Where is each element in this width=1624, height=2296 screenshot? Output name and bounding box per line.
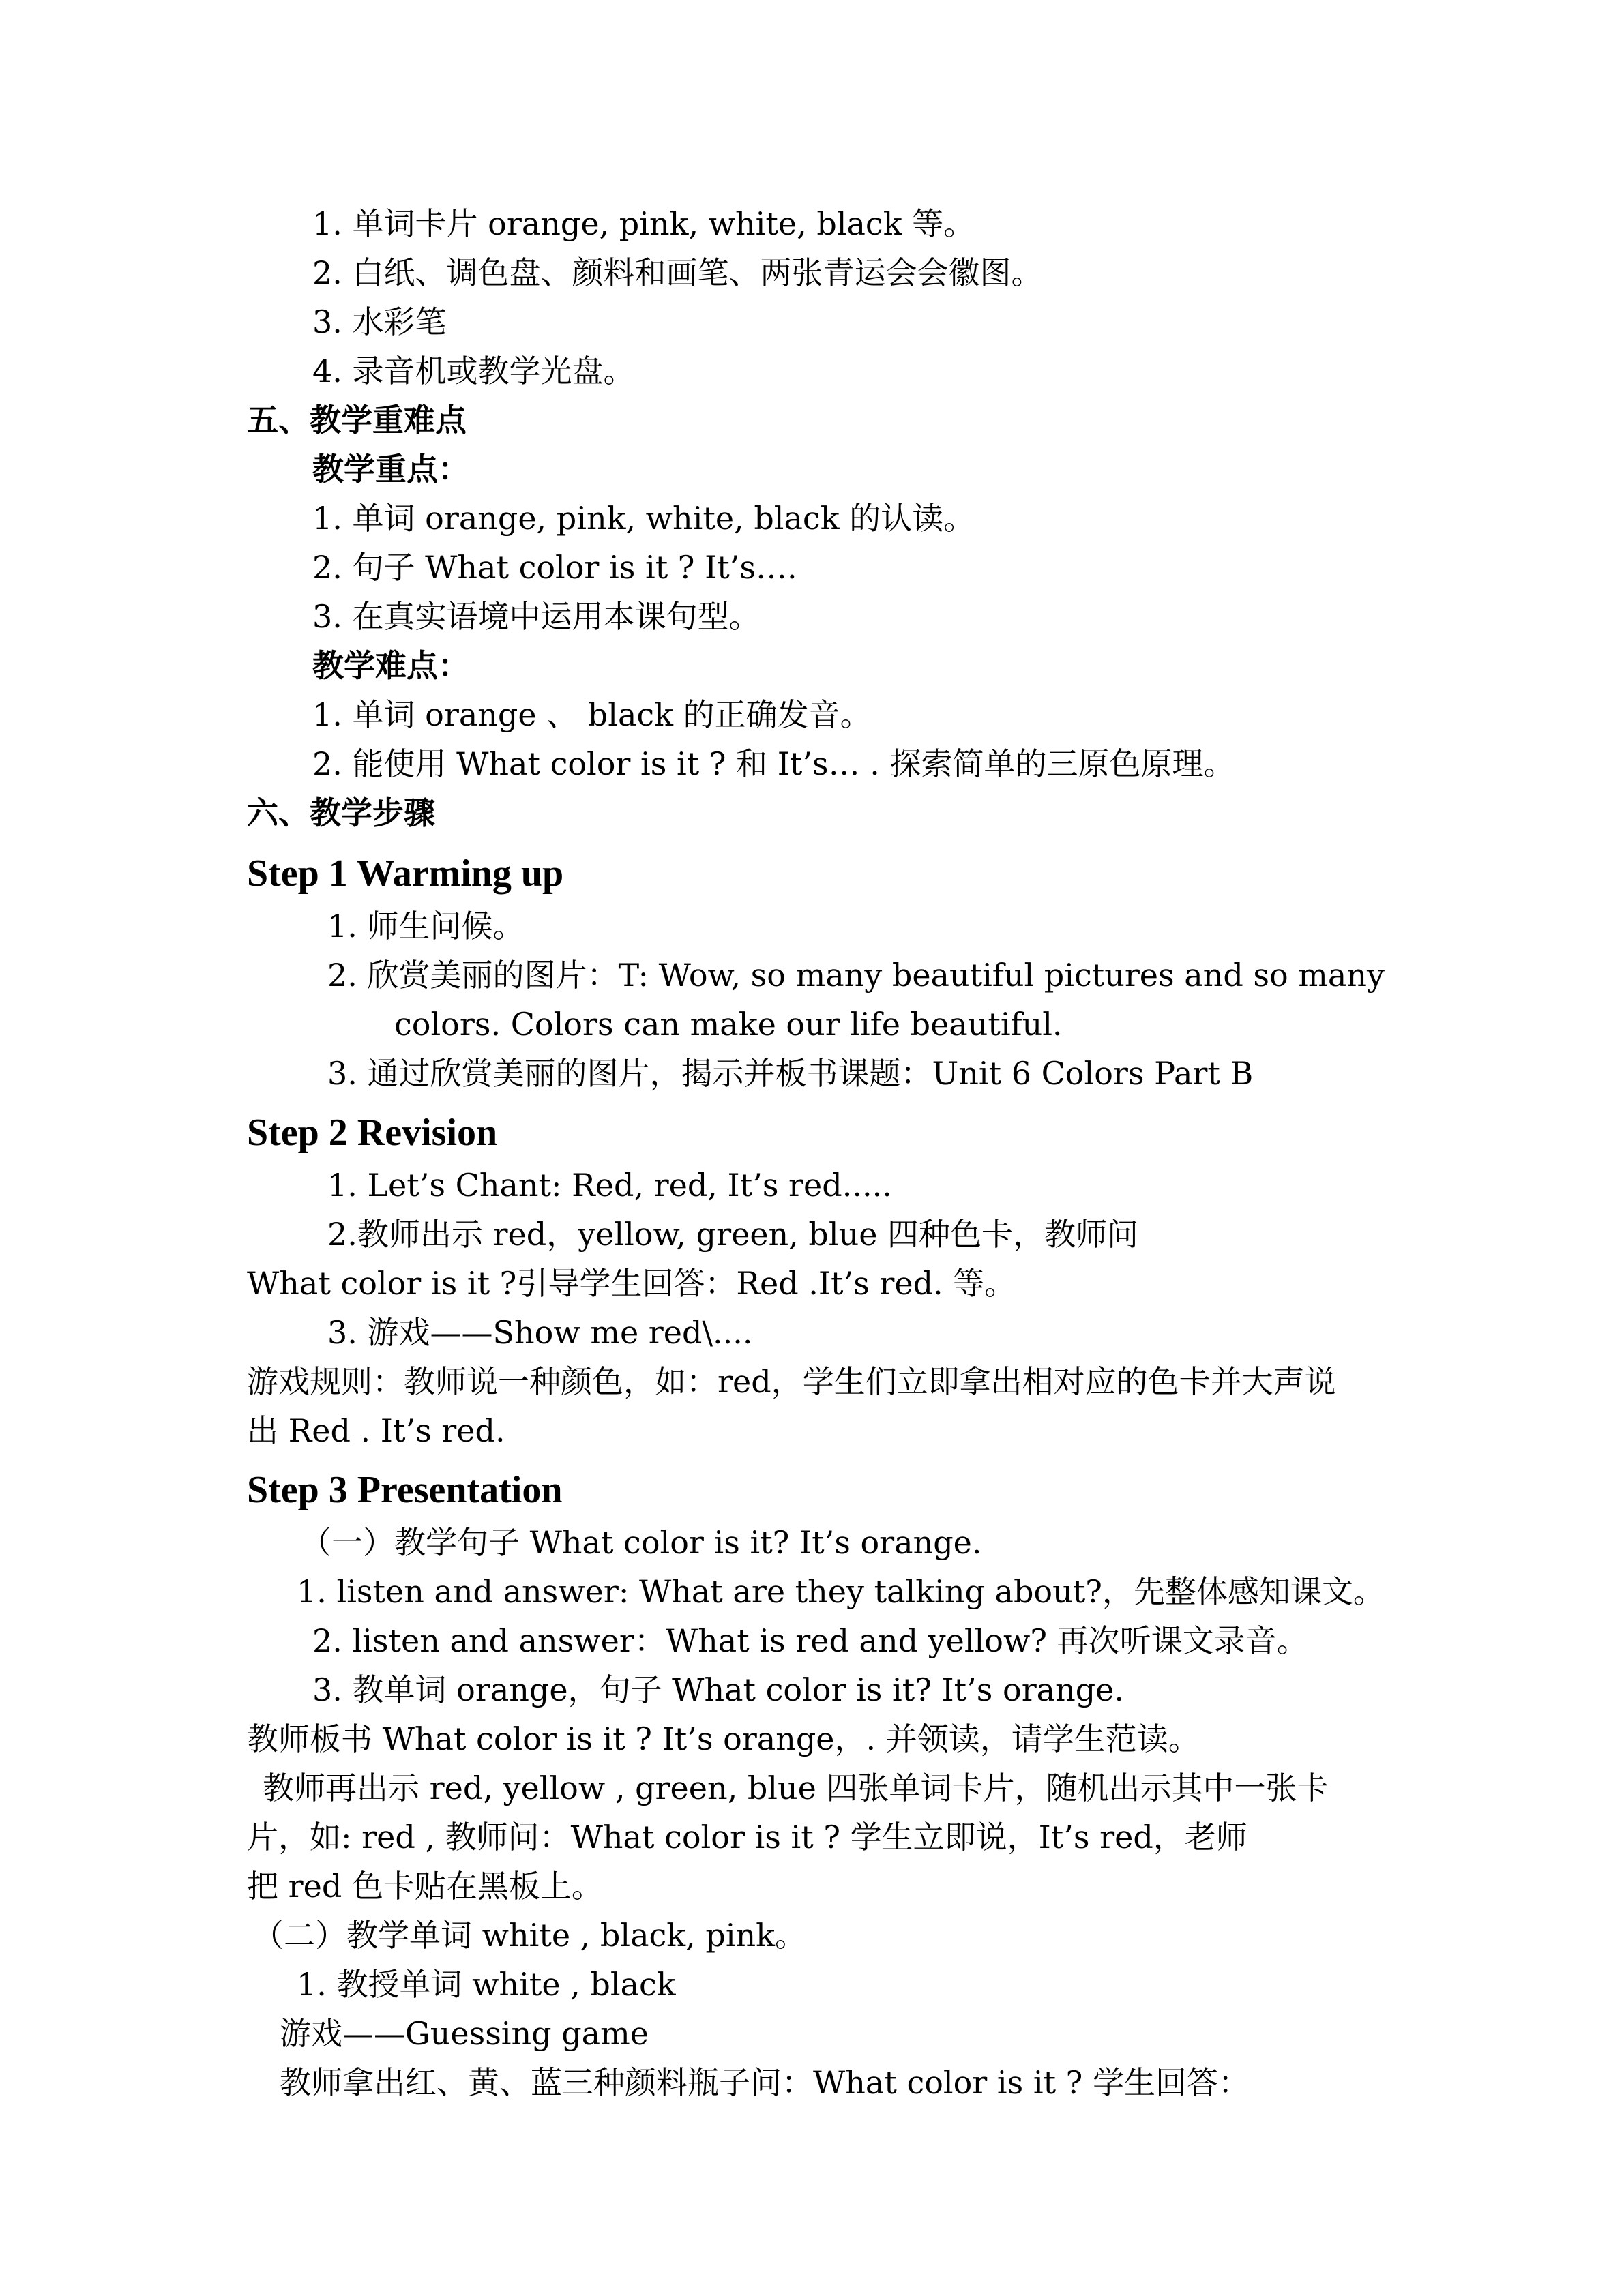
key-point-3: 3. 在真实语境中运用本课句型。 (312, 598, 761, 635)
step-3-line-2: 1. listen and answer: What are they talking about?，先整体感知课文。 (297, 1573, 1385, 1610)
step-1-line-4: 3. 通过欣赏美丽的图片，揭示并板书课题：Unit 6 Colors Part B (327, 1055, 1254, 1092)
step-3-title: Step 3 Presentation (247, 1469, 563, 1511)
step-2-line-2: 2.教师出示 red，yellow, green, blue 四种色卡，教师问 (327, 1216, 1139, 1253)
step-1-title: Step 1 Warming up (247, 852, 564, 895)
section-6-heading: 六、教学步骤 (247, 794, 435, 831)
step-1-line-2: 2. 欣赏美丽的图片：T: Wow, so many beautiful pictures and so many (327, 957, 1385, 994)
key-point-2: 2. 句子 What color is it ? It’s…. (312, 549, 797, 586)
step-2-line-5: 游戏规则：教师说一种颜色，如：red，学生们立即拿出相对应的色卡并大声说 (247, 1363, 1336, 1400)
step-3-line-5: 教师板书 What color is it ? It’s orange，. 并领读，请学生范读。 (247, 1720, 1200, 1757)
difficult-point-1: 1. 单词 orange 、 black 的正确发音。 (312, 696, 872, 733)
difficult-points-heading: 教学难点： (312, 647, 469, 684)
step-1-line-1: 1. 师生问候。 (327, 908, 525, 944)
step-3-line-10: 1. 教授单词 white , black (297, 1966, 676, 2003)
materials-item-4: 4. 录音机或教学光盘。 (312, 353, 635, 389)
step-3-line-12: 教师拿出红、黄、蓝三种颜料瓶子问：What color is it ? 学生回答： (280, 2064, 1250, 2101)
step-3-line-3: 2. listen and answer：What is red and yellow? 再次听课文录音。 (312, 1622, 1308, 1659)
step-2-line-4: 3. 游戏——Show me red\.... (327, 1314, 753, 1351)
step-3-line-8: 把 red 色卡贴在黑板上。 (247, 1868, 603, 1905)
step-3-line-7: 片，如: red , 教师问：What color is it ? 学生立即说，It’s red，老师 (247, 1819, 1247, 1855)
step-1-line-3: colors. Colors can make our life beautiful. (394, 1006, 1063, 1043)
key-points-heading: 教学重点： (312, 451, 469, 488)
step-3-line-4: 3. 教单词 orange，句子 What color is it? It’s orange. (312, 1671, 1125, 1708)
step-3-line-1: （一）教学句子 What color is it? It’s orange. (300, 1524, 982, 1561)
key-point-1: 1. 单词 orange, pink, white, black 的认读。 (312, 500, 975, 537)
step-2-line-1: 1. Let’s Chant: Red, red, It’s red..... (327, 1167, 892, 1204)
difficult-point-2: 2. 能使用 What color is it ? 和 It’s… . 探索简单的三原色原理。 (312, 745, 1235, 782)
step-2-line-6: 出 Red . It’s red. (247, 1412, 505, 1449)
step-3-line-6: 教师再出示 red, yellow , green, blue 四张单词卡片，随机出示其中一张卡 (263, 1770, 1329, 1806)
section-5-heading: 五、教学重难点 (247, 402, 467, 438)
step-2-line-3: What color is it ?引导学生回答：Red .It’s red. 等。 (247, 1265, 1016, 1302)
materials-item-1: 1. 单词卡片 orange, pink, white, black 等。 (312, 205, 975, 242)
materials-item-2: 2. 白纸、调色盘、颜料和画笔、两张青运会会徽图。 (312, 254, 1043, 291)
step-3-line-9: （二）教学单词 white , black, pink。 (252, 1917, 807, 1954)
materials-item-3: 3. 水彩笔 (312, 303, 447, 340)
step-2-title: Step 2 Revision (247, 1112, 498, 1154)
step-3-line-11: 游戏——Guessing game (280, 2015, 649, 2052)
